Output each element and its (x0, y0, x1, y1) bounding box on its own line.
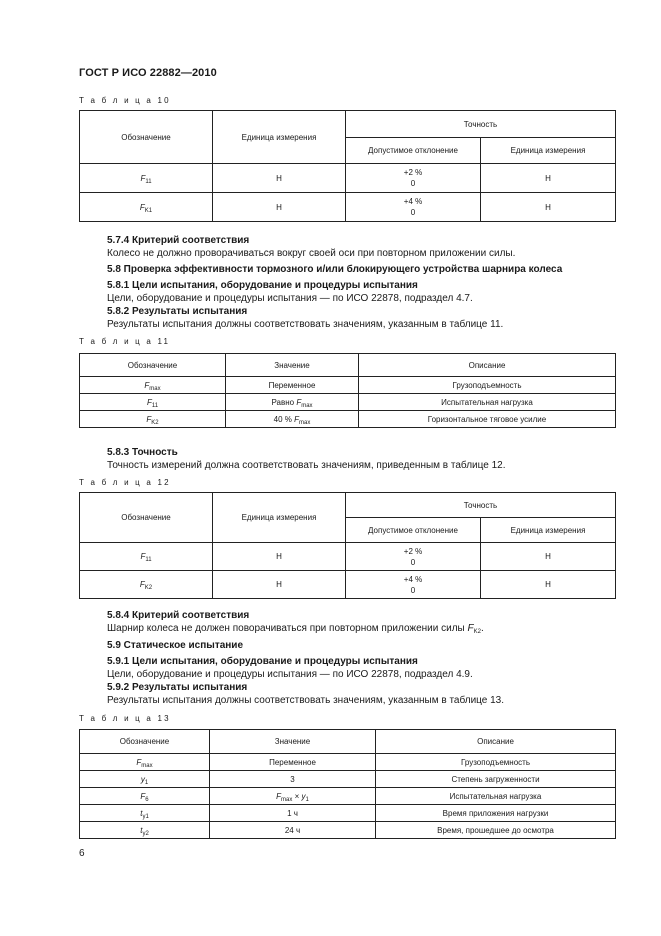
description-cell: Степень загруженности (376, 771, 616, 788)
table-10-header-unit: Единица измерения (213, 111, 346, 164)
section-5-9-2-heading: 5.9.2 Результаты испытания (107, 682, 248, 693)
value-cell: $F_{max} \times y_1$ (210, 788, 376, 805)
table-row (80, 822, 616, 839)
unit-cell: Н (213, 571, 346, 599)
table-11 (79, 353, 616, 428)
table-row (80, 193, 616, 222)
section-5-9-1-text: Цели, оборудование и процедуры испытания — по ИСО 22878, подраздел 4.9. (107, 669, 473, 680)
table-11-header-value: Значение (226, 354, 359, 377)
symbol-cell: $t_{y2}$ (80, 822, 210, 839)
description-cell: Испытательная нагрузка (359, 394, 616, 411)
table-row (80, 377, 616, 394)
section-5-8-2-text: Результаты испытания должны соответствовать значениям, указанным в таблице 11. (107, 319, 504, 330)
section-5-8-4-heading: 5.8.4 Критерий соответствия (107, 610, 250, 621)
table-row (80, 771, 616, 788)
table-row (80, 394, 616, 411)
section-5-8-1-text: Цели, оборудование и процедуры испытания — по ИСО 22878, подраздел 4.7. (107, 293, 473, 304)
table-10-header-symbol: Обозначение (80, 111, 213, 164)
document-header: ГОСТ Р ИСО 22882—2010 (79, 67, 217, 79)
page-number: 6 (79, 848, 85, 859)
description-cell: Грузоподъемность (376, 754, 616, 771)
table-12-header-unit2: Единица измерения (481, 518, 616, 543)
unit2-cell: Н (481, 164, 616, 193)
value-cell: 24 ч (210, 822, 376, 839)
table-12 (79, 492, 616, 599)
value-cell: Переменное (210, 754, 376, 771)
symbol-cell: $y_1$ (80, 771, 210, 788)
value-cell: Равно $F_{max}$ (226, 394, 359, 411)
unit-cell: Н (213, 193, 346, 222)
value-cell: 40 % $F_{max}$ (226, 411, 359, 428)
value-cell: Переменное (226, 377, 359, 394)
tolerance-cell: +2 % 0 (346, 543, 481, 571)
table-13-caption: Т а б л и ц а 13 (79, 714, 171, 723)
description-cell: Испытательная нагрузка (376, 788, 616, 805)
table-row (80, 543, 616, 571)
table-12-header-symbol: Обозначение (80, 493, 213, 543)
unit-cell: Н (213, 164, 346, 193)
section-5-8-4-text: Шарнир колеса не должен поворачиваться при повторном приложении силы $F_{K2}$. (107, 623, 484, 635)
table-13-header-description: Описание (376, 730, 616, 754)
symbol-cell: $t_{y1}$ (80, 805, 210, 822)
unit-cell: Н (213, 543, 346, 571)
table-10-header-unit2: Единица измерения (481, 138, 616, 164)
section-5-9-heading: 5.9 Статическое испытание (107, 640, 244, 651)
section-5-9-2-text: Результаты испытания должны соответствовать значениям, указанным в таблице 13. (107, 695, 505, 706)
table-row (80, 788, 616, 805)
section-5-8-3-heading: 5.8.3 Точность (107, 447, 178, 458)
section-5-7-4-heading: 5.7.4 Критерий соответствия (107, 235, 250, 246)
section-5-8-1-heading: 5.8.1 Цели испытания, оборудование и процедуры испытания (107, 280, 418, 291)
symbol-cell: $F_{K1}$ (80, 193, 213, 222)
table-10 (79, 110, 616, 222)
section-5-7-4-text: Колесо не должно проворачиваться вокруг своей оси при повторном приложении силы. (107, 248, 516, 259)
tolerance-cell: +2 % 0 (346, 164, 481, 193)
symbol-cell: $F_{K2}$ (80, 411, 226, 428)
description-cell: Грузоподъемность (359, 377, 616, 394)
table-12-header-tolerance: Допустимое отклонение (346, 518, 481, 543)
value-cell: 1 ч (210, 805, 376, 822)
section-5-8-3-text: Точность измерений должна соответствовать значениям, приведенным в таблице 12. (107, 460, 506, 471)
section-5-9-1-heading: 5.9.1 Цели испытания, оборудование и процедуры испытания (107, 656, 418, 667)
table-13-header-value: Значение (210, 730, 376, 754)
symbol-cell: $F_{11}$ (80, 394, 226, 411)
symbol-cell: $F_{11}$ (80, 164, 213, 193)
unit2-cell: Н (481, 193, 616, 222)
table-12-header-unit: Единица измерения (213, 493, 346, 543)
unit2-cell: Н (481, 571, 616, 599)
table-row (80, 411, 616, 428)
description-cell: Горизонтальное тяговое усилие (359, 411, 616, 428)
symbol-cell: $F_{max}$ (80, 377, 226, 394)
table-13 (79, 729, 616, 839)
table-row (80, 754, 616, 771)
symbol-cell: $F_{11}$ (80, 543, 213, 571)
symbol-cell: $F_{max}$ (80, 754, 210, 771)
table-11-header-symbol: Обозначение (80, 354, 226, 377)
table-10-header-tolerance: Допустимое отклонение (346, 138, 481, 164)
symbol-cell: $F_6$ (80, 788, 210, 805)
table-13-header-symbol: Обозначение (80, 730, 210, 754)
tolerance-cell: +4 % 0 (346, 193, 481, 222)
table-10-caption: Т а б л и ц а 10 (79, 96, 171, 105)
table-12-header-accuracy: Точность (346, 493, 616, 518)
table-11-caption: Т а б л и ц а 11 (79, 337, 171, 346)
symbol-cell: $F_{K2}$ (80, 571, 213, 599)
tolerance-cell: +4 % 0 (346, 571, 481, 599)
table-row (80, 805, 616, 822)
table-11-header-description: Описание (359, 354, 616, 377)
section-5-8-heading: 5.8 Проверка эффективности тормозного и/или блокирующего устройства шарнира колеса (107, 264, 563, 275)
table-row (80, 571, 616, 599)
description-cell: Время приложения нагрузки (376, 805, 616, 822)
table-12-caption: Т а б л и ц а 12 (79, 478, 171, 487)
table-row (80, 164, 616, 193)
description-cell: Время, прошедшее до осмотра (376, 822, 616, 839)
unit2-cell: Н (481, 543, 616, 571)
table-10-header-accuracy: Точность (346, 111, 616, 138)
section-5-8-2-heading: 5.8.2 Результаты испытания (107, 306, 248, 317)
value-cell: 3 (210, 771, 376, 788)
